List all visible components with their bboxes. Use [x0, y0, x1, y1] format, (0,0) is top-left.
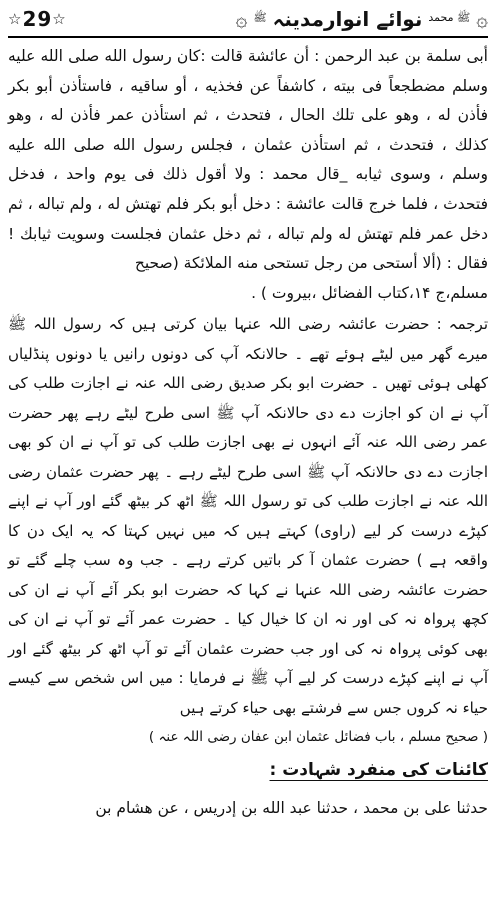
section-heading: کائنات کی منفرد شہادت :: [269, 760, 488, 781]
header-divider: [8, 36, 488, 38]
running-title-prefix: ﷺ محمد: [428, 11, 471, 24]
running-title-suffix: ﷺ: [253, 11, 267, 24]
rosette-ornament-icon: ۞: [235, 7, 248, 31]
page-header: [8, 4, 488, 34]
star-icon: ☆: [52, 10, 67, 28]
arabic-reference: مسلم،ج ۱۴،كتاب الفضائل ،بیروت ) .: [251, 283, 488, 302]
urdu-citation: ( صحیح مسلم ، باب فضائل عثمان ابن عفان رضی اللہ عنہ ): [148, 729, 488, 746]
running-title: [236, 7, 488, 31]
urdu-translation: ترجمہ : حضرت عائشہ رضی اللہ عنہا بیان کرتی ہیں کہ رسول اللہ ﷺ میرے گھر میں لیٹے ہوئے تھے ۔ حالانکہ آپ کی دونوں رانیں یا دونوں پنڈلیاں کھلی ہوئی تھیں ۔ حضرت ابو بکر صدیق رضی اللہ عنہ نے اجازت طلب کی آپ نے ان کو اجازت دے دی حالانکہ آپ ﷺ اسی طرح لیٹے رہے پھر حضرت عمر رضی اللہ عنہ آئے انہوں نے بھی اجازت طلب کی تو آپ نے ان کو بھی اجازت دے دی حالانکہ آپ ﷺ اسی طرح لیٹے رہے ۔ پھر حضرت عثمان رضی اللہ عنہ نے اجازت طلب کی تو رسول اللہ ﷺ اٹھ کر بیٹھ گئے اور آپ نے اپنے کپڑے درست کر لیے (راوی) کہتے ہیں کہ میں نہیں کہتا کہ یہ ایک دن کا واقعہ ہے ) حضرت عثمان آ کر باتیں کرتے رہے ۔ جب وہ سب چلے گئے تو حضرت عائشہ رضی اللہ عنہا نے کہا کہ حضرت ابو بکر آئے آپ نے ان کی کچھ پرواہ نہ کی اور نہ ان کا خیال کیا ۔ حضرت عمر آئے تو آپ نے ان کی بھی کوئی پرواہ نہ کی اور جب حضرت عثمان آئے تو آپ اٹھ کر بیٹھ گئے اور آپ نے اپنے کپڑے درست کر لیے آپ ﷺ نے فرمایا : میں اس شخص سے کیسے حیاء نہ کروں جس سے فرشتے بھی حیاء کرتے ہیں: [8, 315, 488, 717]
rosette-ornament-icon: ۞: [476, 7, 488, 31]
arabic-hadith-text: أبی سلمة بن عبد الرحمن : أن عائشة قالت :كان رسول الله صلی الله علیه وسلم مضطجعاً فی بیته ، كاشفاً عن فخذیه ، أو ساقیه ، فاستأذن أبو بكر فأذن له ، وهو علی تلك الحال ، فتحدث ، ثم استأذن عمر فأذن له ، وهو كذلك ، فتحدث ، ثم استأذن عثمان ، فجلس رسول الله صلی الله علیه وسلم ، وسوی ثیابه _قال محمد : ولا أقول ذلك فی یوم واحد ، فدخل فتحدث ، فلما خرج قالت عائشة : دخل أبو بكر فلم تهتش له ، ولم تباله ، ثم دخل عمر فلم تهتش له ولم تباله ، ثم دخل عثمان فجلست وسویت ثیابك !فقال : (ألا أستحی من رجل تستحی منه الملائكة (صحیح: [8, 47, 488, 273]
page-number-block: [8, 7, 67, 31]
page-number: 29: [22, 7, 53, 31]
page-body: [8, 42, 488, 823]
arabic-isnad: حدثنا علی بن محمد ، حدثنا عبد الله بن إدریس ، عن هشام بن: [95, 799, 488, 818]
star-icon: ☆: [8, 10, 23, 28]
book-title: نوائے انوارمدینہ: [272, 7, 423, 31]
